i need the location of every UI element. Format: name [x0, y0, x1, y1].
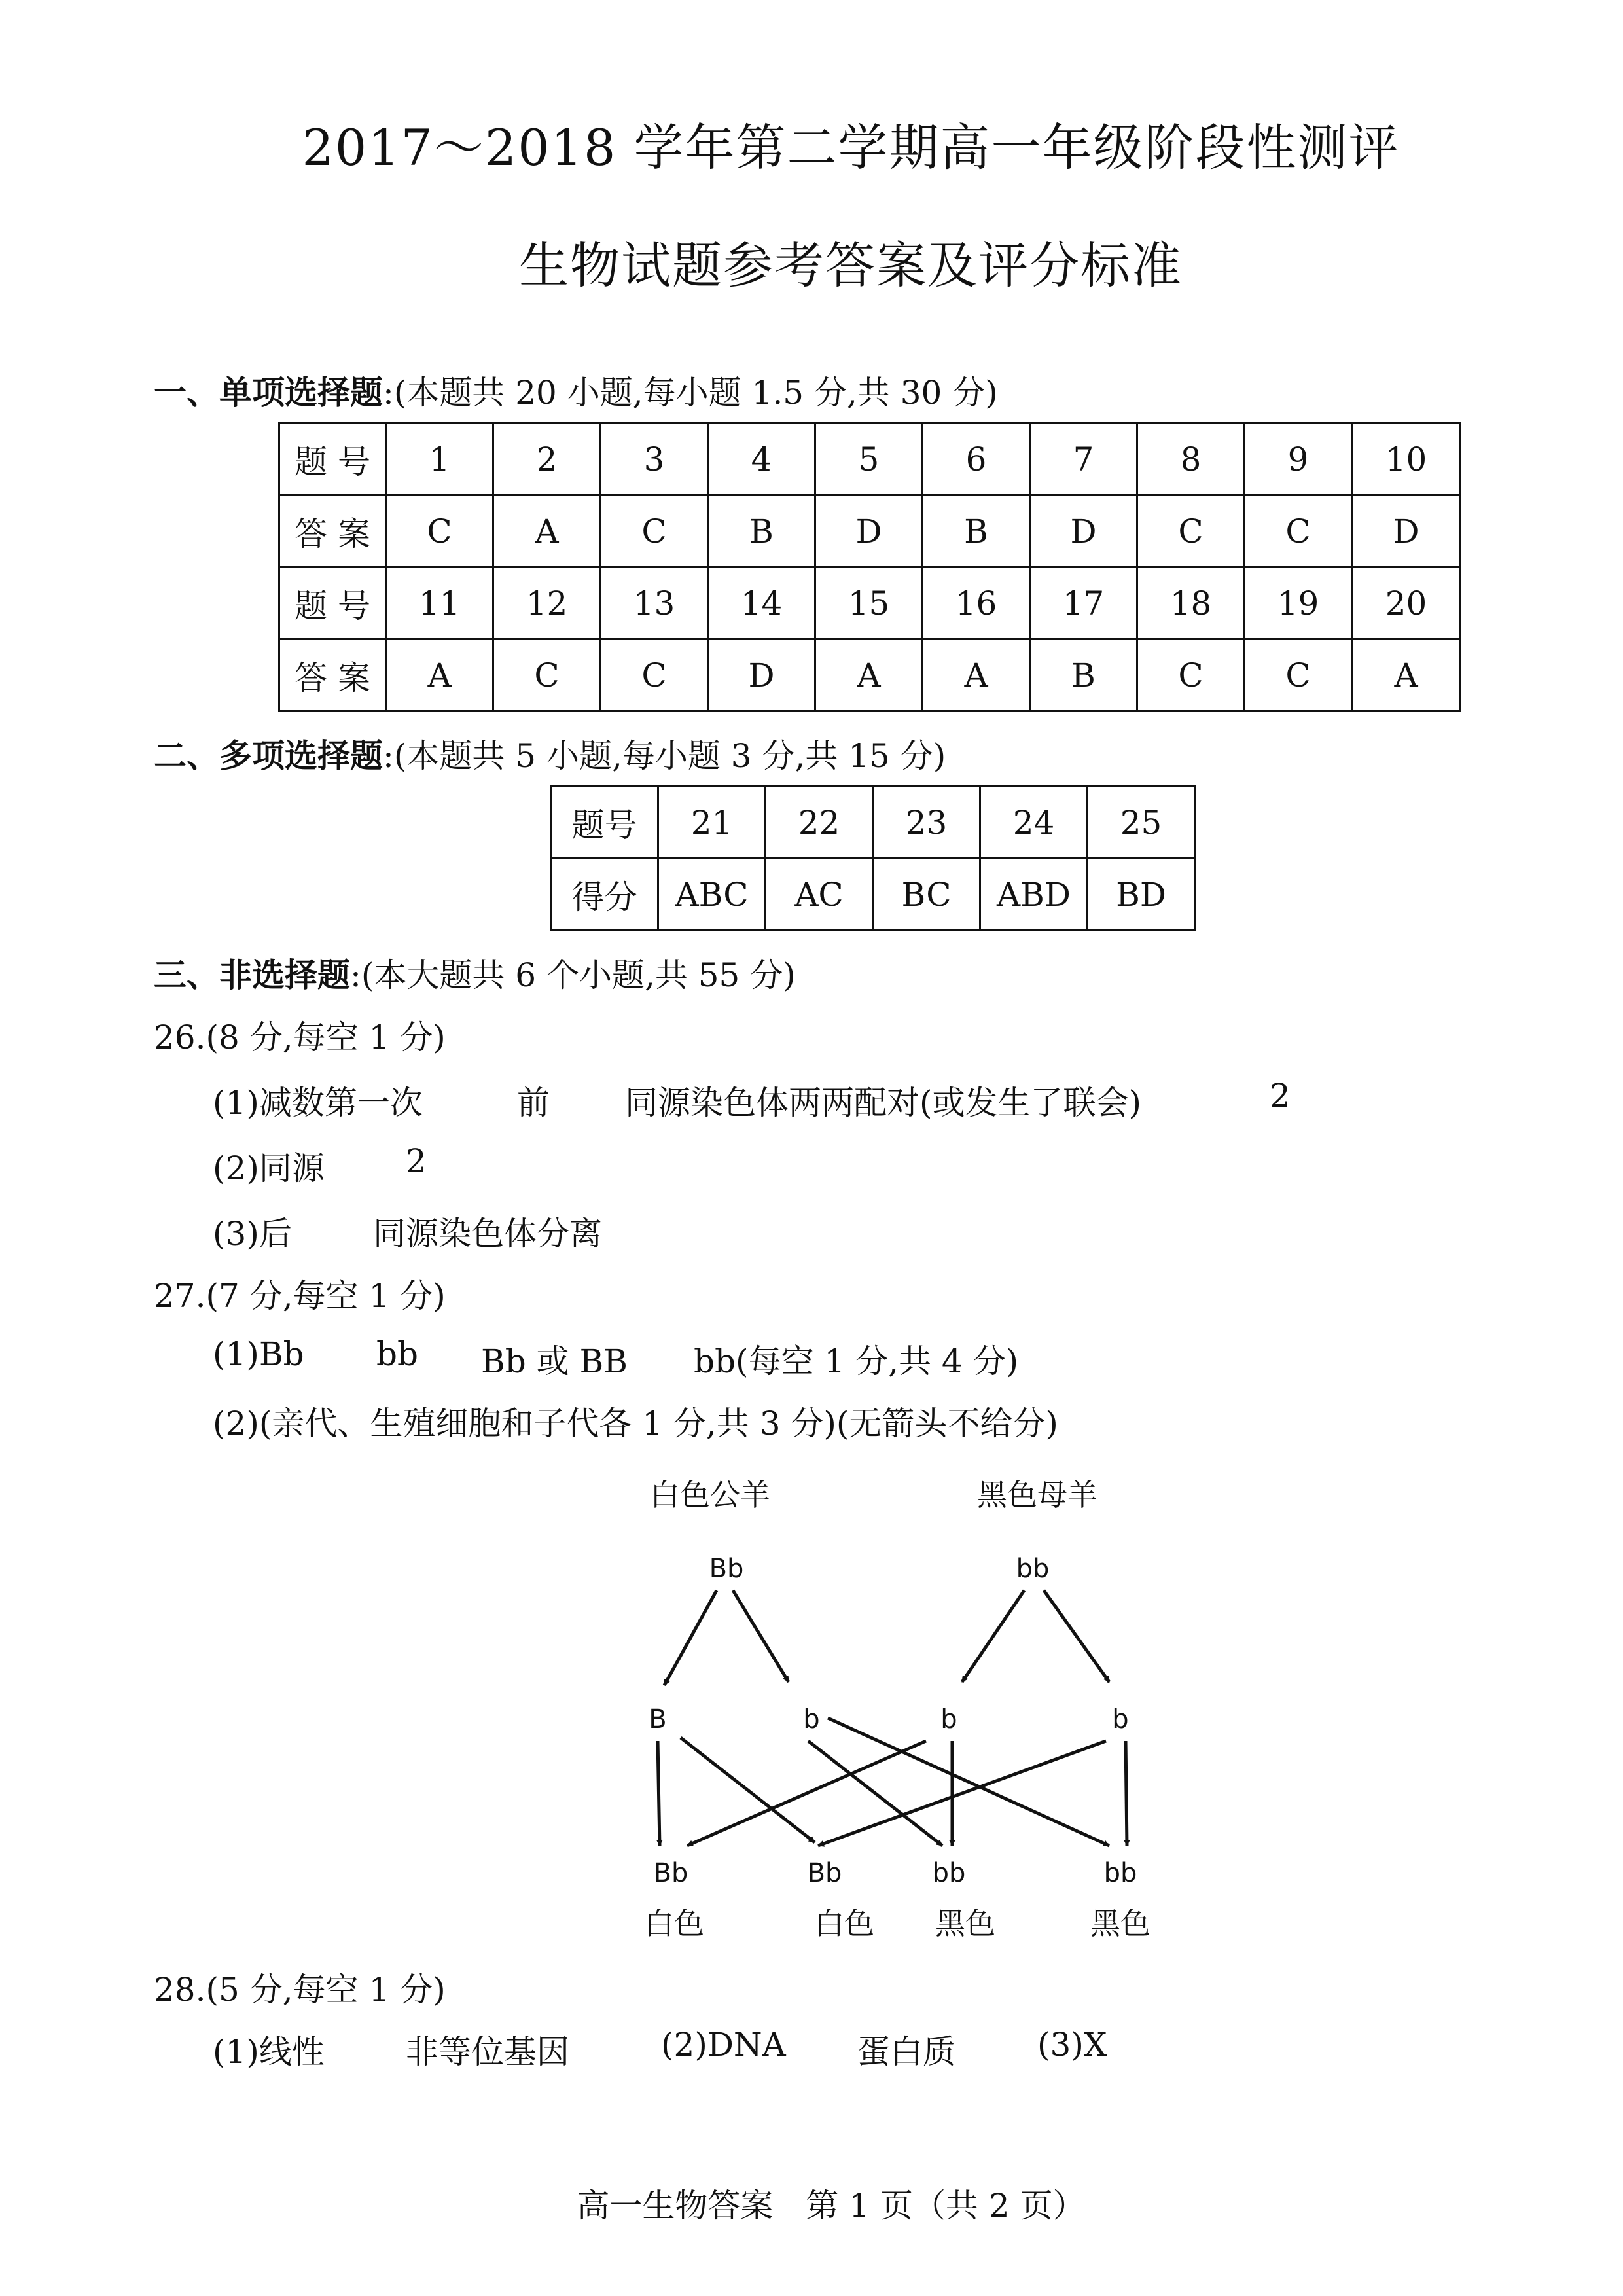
- section2-title: 二、多项选择题: [154, 736, 383, 775]
- section3-note: :(本大题共 6 个小题,共 55 分): [350, 956, 796, 994]
- answer-text: (2)DNA: [661, 2026, 786, 2064]
- question-number: 18: [1137, 567, 1245, 639]
- answer-text: (1)Bb: [213, 1335, 304, 1373]
- question-number: 14: [708, 567, 815, 639]
- answer-cell: C: [1245, 639, 1352, 711]
- answer-cell: B: [708, 495, 815, 567]
- question-number: 23: [873, 787, 980, 859]
- answer-cell: C: [1245, 495, 1352, 567]
- answer-cell: C: [601, 495, 708, 567]
- question-number: 16: [923, 567, 1030, 639]
- q27-header: 27.(7 分,每空 1 分): [154, 1277, 446, 1315]
- question-number: 20: [1352, 567, 1461, 639]
- section1-note: :(本题共 20 小题,每小题 1.5 分,共 30 分): [383, 374, 998, 412]
- row-label-question: 题 号: [279, 423, 386, 495]
- gamete-label: b: [1112, 1704, 1129, 1734]
- question-number: 24: [980, 787, 1088, 859]
- answer-cell: A: [1352, 639, 1461, 711]
- offspring-phenotype: 黑色: [935, 1906, 995, 1941]
- offspring-genotype: Bb: [807, 1858, 842, 1888]
- section2-note: :(本题共 5 小题,每小题 3 分,共 15 分): [383, 737, 946, 775]
- answer-cell: D: [1030, 495, 1137, 567]
- answer-cell: A: [815, 639, 923, 711]
- arrow: [681, 1738, 815, 1842]
- question-number: 22: [766, 787, 873, 859]
- answer-text: (1)减数第一次: [213, 1084, 423, 1122]
- answer-text: Bb 或 BB: [481, 1342, 628, 1380]
- question-number: 5: [815, 423, 923, 495]
- q28-header: 28.(5 分,每空 1 分): [154, 1971, 446, 2009]
- parent-right-genotype: bb: [1016, 1554, 1050, 1584]
- parent-left-label: 白色公羊: [650, 1477, 770, 1513]
- question-number: 21: [658, 787, 766, 859]
- section3-title: 三、非选择题: [154, 956, 350, 994]
- answer-cell: C: [386, 495, 493, 567]
- answer-cell: BC: [873, 859, 980, 931]
- arrow: [808, 1741, 942, 1846]
- answer-cell: D: [708, 639, 815, 711]
- q27-line2: (2)(亲代、生殖细胞和子代各 1 分,共 3 分)(无箭头不给分): [213, 1405, 1058, 1443]
- answer-text: 2: [1270, 1077, 1291, 1115]
- answer-text: (2)同源: [213, 1149, 325, 1187]
- arrow: [1044, 1590, 1109, 1682]
- answer-cell: C: [601, 639, 708, 711]
- answer-cell: C: [1137, 639, 1245, 711]
- answer-cell: BD: [1088, 859, 1195, 931]
- row-label-answer: 答 案: [279, 495, 386, 567]
- offspring-phenotype: 白色: [814, 1906, 874, 1941]
- offspring-phenotype: 黑色: [1090, 1906, 1150, 1941]
- question-number: 1: [386, 423, 493, 495]
- question-number: 8: [1137, 423, 1245, 495]
- answer-cell: ABD: [980, 859, 1088, 931]
- page-title: 2017～2018 学年第二学期高一年级阶段性测评: [302, 118, 1400, 177]
- question-number: 10: [1352, 423, 1461, 495]
- answer-cell: D: [815, 495, 923, 567]
- question-number: 7: [1030, 423, 1137, 495]
- gamete-label: B: [649, 1704, 667, 1734]
- answer-text: 前: [517, 1084, 550, 1122]
- answer-text: 非等位基因: [406, 2033, 569, 2071]
- arrow: [664, 1590, 717, 1685]
- row-label-question: 题 号: [279, 567, 386, 639]
- parent-left-genotype: Bb: [709, 1554, 744, 1584]
- question-number: 9: [1245, 423, 1352, 495]
- question-number: 17: [1030, 567, 1137, 639]
- answer-text: 同源染色体分离: [373, 1215, 602, 1253]
- answer-text: bb(每空 1 分,共 4 分): [694, 1342, 1019, 1380]
- row-label-answer: 答 案: [279, 639, 386, 711]
- question-number: 12: [493, 567, 601, 639]
- offspring-genotype: bb: [1103, 1858, 1137, 1888]
- arrow: [962, 1590, 1024, 1682]
- question-number: 4: [708, 423, 815, 495]
- answer-text: 同源染色体两两配对(或发生了联会): [625, 1084, 1142, 1122]
- gamete-label: b: [940, 1704, 957, 1734]
- q28-line1: [0, 2026, 1623, 2071]
- answer-cell: ABC: [658, 859, 766, 931]
- row-label-question: 题号: [551, 787, 658, 859]
- page-footer: 高一生物答案 第 1 页（共 2 页）: [577, 2187, 1086, 2225]
- answer-cell: A: [923, 639, 1030, 711]
- answer-cell: C: [1137, 495, 1245, 567]
- question-number: 3: [601, 423, 708, 495]
- answer-cell: AC: [766, 859, 873, 931]
- question-number: 25: [1088, 787, 1195, 859]
- question-number: 2: [493, 423, 601, 495]
- question-number: 13: [601, 567, 708, 639]
- arrow: [733, 1590, 789, 1682]
- row-label-score: 得分: [551, 859, 658, 931]
- answer-text: (1)线性: [213, 2033, 325, 2071]
- gamete-label: b: [803, 1704, 820, 1734]
- answer-cell: A: [386, 639, 493, 711]
- answer-text: 2: [406, 1142, 427, 1180]
- answer-text: 蛋白质: [857, 2033, 955, 2071]
- question-number: 6: [923, 423, 1030, 495]
- offspring-genotype: bb: [932, 1858, 966, 1888]
- answer-text: (3)X: [1037, 2026, 1107, 2064]
- offspring-genotype: Bb: [653, 1858, 688, 1888]
- answer-cell: B: [923, 495, 1030, 567]
- arrow: [658, 1741, 660, 1846]
- arrow: [687, 1741, 926, 1846]
- answer-cell: C: [493, 639, 601, 711]
- question-number: 11: [386, 567, 493, 639]
- answer-text: (3)后: [213, 1215, 292, 1253]
- offspring-phenotype: 白色: [644, 1906, 704, 1941]
- parent-right-label: 黑色母羊: [977, 1477, 1097, 1513]
- answer-cell: D: [1352, 495, 1461, 567]
- answer-text: bb: [376, 1335, 419, 1373]
- answer-cell: B: [1030, 639, 1137, 711]
- question-number: 19: [1245, 567, 1352, 639]
- arrow: [818, 1741, 1106, 1846]
- question-number: 15: [815, 567, 923, 639]
- answer-cell: A: [493, 495, 601, 567]
- section1-title: 一、单项选择题: [154, 373, 383, 412]
- q26-header: 26.(8 分,每空 1 分): [154, 1018, 446, 1056]
- arrow: [1126, 1741, 1127, 1846]
- page-subtitle: 生物试题参考答案及评分标准: [519, 236, 1183, 295]
